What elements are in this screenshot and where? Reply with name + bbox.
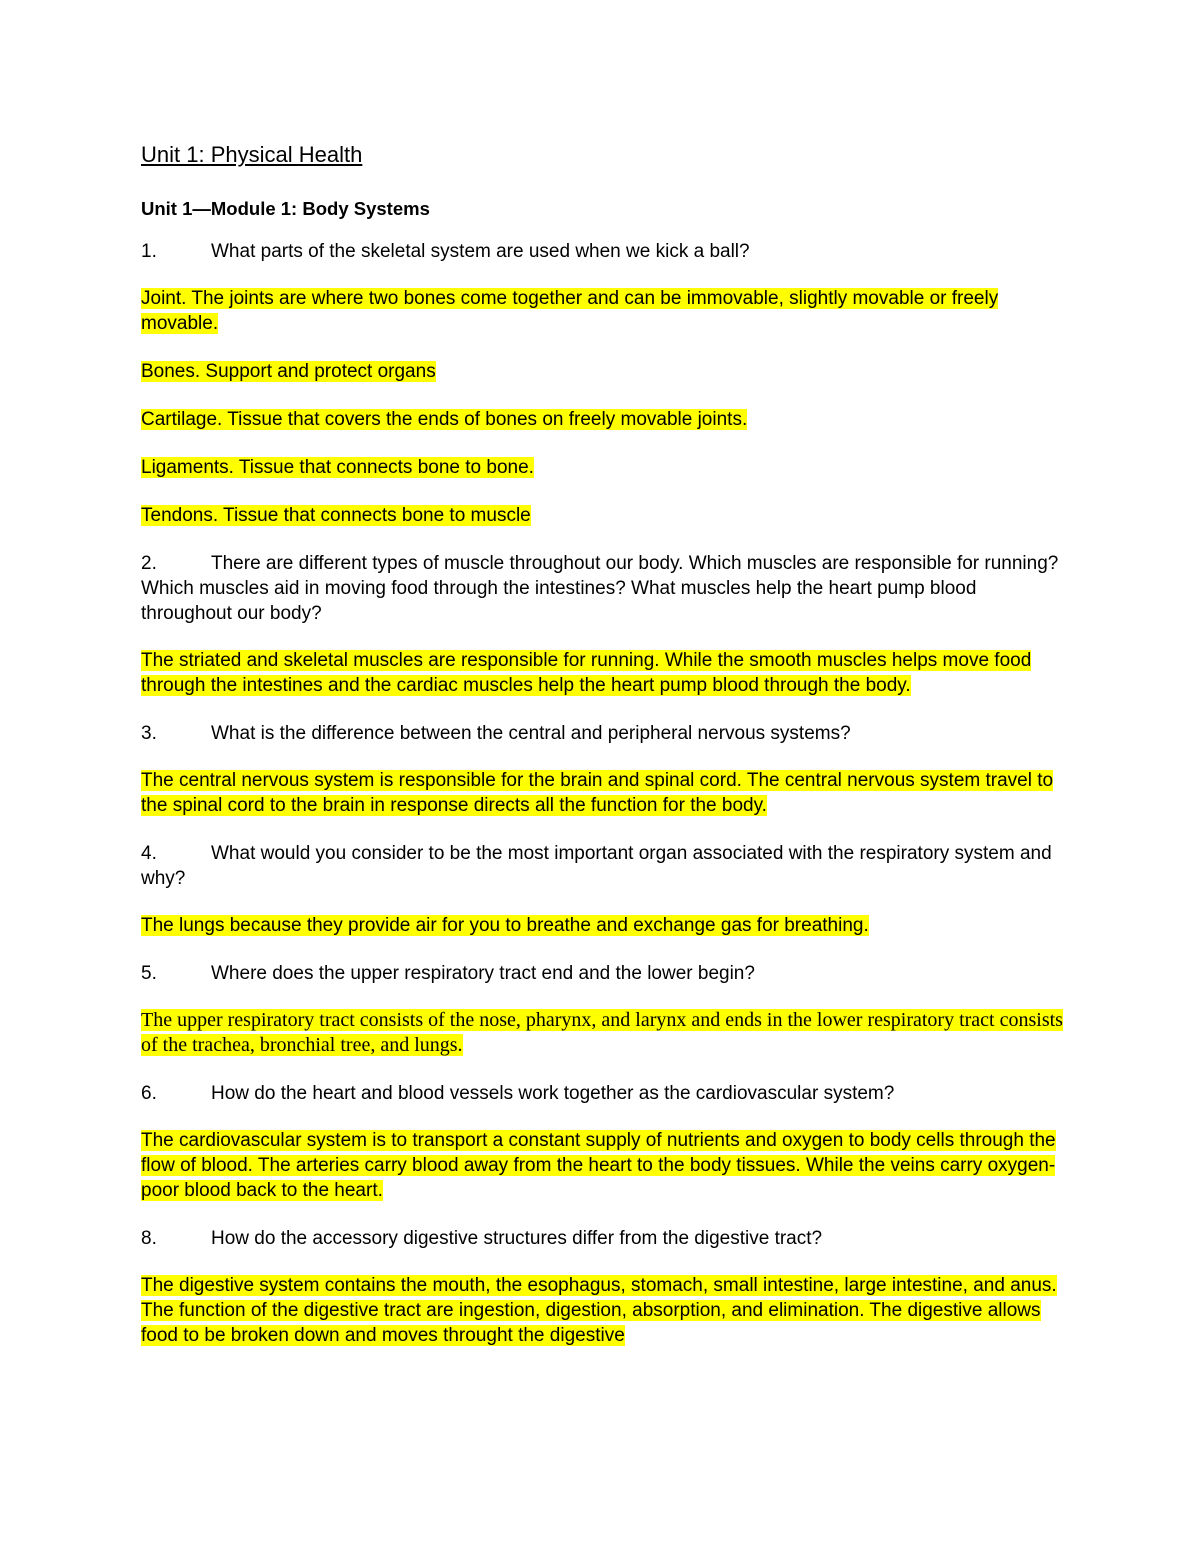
- highlighted-answer-text: Ligaments. Tissue that connects bone to bone.: [141, 457, 534, 478]
- question-number: 3.: [141, 723, 157, 744]
- question-text: How do the accessory digestive structures differ from the digestive tract?: [211, 1228, 823, 1249]
- question-6: [141, 1081, 1066, 1106]
- question-number: 6.: [141, 1083, 157, 1104]
- answer-1-ligaments: [141, 455, 1066, 480]
- question-text: How do the heart and blood vessels work together as the cardiovascular system?: [211, 1083, 895, 1104]
- unit-title: Unit 1: Physical Health: [141, 142, 363, 167]
- highlighted-answer-text: Cartilage. Tissue that covers the ends of bones on freely movable joints.: [141, 409, 748, 430]
- question-text: What is the difference between the central and peripheral nervous systems?: [211, 723, 851, 744]
- question-1: [141, 239, 1066, 264]
- question-text: What parts of the skeletal system are used when we kick a ball?: [211, 241, 750, 262]
- question-8: [141, 1226, 1066, 1251]
- question-text: What would you consider to be the most important organ associated with the respiratory system and why?: [141, 843, 1052, 889]
- highlighted-answer-text: The lungs because they provide air for you to breathe and exchange gas for breathing.: [141, 915, 869, 936]
- answer-1-tendons: [141, 503, 1066, 528]
- question-text: There are different types of muscle throughout our body. Which muscles are responsible for running? Which muscles aid in moving food through the intestines? What muscles help the heart pump blood throughout our body?: [141, 553, 1059, 624]
- module-title: Unit 1—Module 1: Body Systems: [141, 198, 430, 219]
- answer-2: [141, 648, 1066, 698]
- question-number: 4.: [141, 843, 157, 864]
- highlighted-answer-text: The striated and skeletal muscles are responsible for running. While the smooth muscles helps move food through the intestines and the cardiac muscles help the heart pump blood through the body.: [141, 650, 1032, 696]
- highlighted-answer-text: The upper respiratory tract consists of the nose, pharynx, and larynx and ends in the lower respiratory tract consists of the trachea, bronchial tree, and lungs.: [141, 1009, 1063, 1056]
- question-number: 1.: [141, 241, 157, 262]
- answer-4: [141, 913, 1066, 938]
- highlighted-answer-text: Bones. Support and protect organs: [141, 361, 436, 382]
- question-5: [141, 961, 1066, 986]
- answer-1-cartilage: [141, 407, 1066, 432]
- question-3: [141, 721, 1066, 746]
- highlighted-answer-text: The cardiovascular system is to transport a constant supply of nutrients and oxygen to body cells through the flow of blood. The arteries carry blood away from the heart to the body tissues. While the veins carry oxygen-poor blood back to the heart.: [141, 1130, 1056, 1201]
- highlighted-answer-text: The central nervous system is responsible for the brain and spinal cord. The central nervous system travel to the spinal cord to the brain in response directs all the function for the body.: [141, 770, 1054, 816]
- question-2: [141, 551, 1066, 626]
- highlighted-answer-text: Joint. The joints are where two bones come together and can be immovable, slightly movable or freely movable.: [141, 288, 999, 334]
- question-number: 2.: [141, 553, 157, 574]
- answer-5: [141, 1008, 1066, 1058]
- highlighted-answer-text: The digestive system contains the mouth, the esophagus, stomach, small intestine, large intestine, and anus. The function of the digestive tract are ingestion, digestion, absorption, and elimination. The digestive allows food to be broken down and moves throught the digestive: [141, 1275, 1057, 1346]
- answer-3: [141, 768, 1066, 818]
- answer-8: [141, 1273, 1066, 1348]
- document-body: [141, 140, 1066, 1348]
- question-number: 8.: [141, 1228, 157, 1249]
- highlighted-answer-text: Tendons. Tissue that connects bone to muscle: [141, 505, 531, 526]
- answer-1-bones: [141, 359, 1066, 384]
- question-4: [141, 841, 1066, 891]
- question-text: Where does the upper respiratory tract end and the lower begin?: [211, 963, 755, 984]
- question-number: 5.: [141, 963, 157, 984]
- answer-1-joint: [141, 286, 1066, 336]
- answer-6: [141, 1128, 1066, 1203]
